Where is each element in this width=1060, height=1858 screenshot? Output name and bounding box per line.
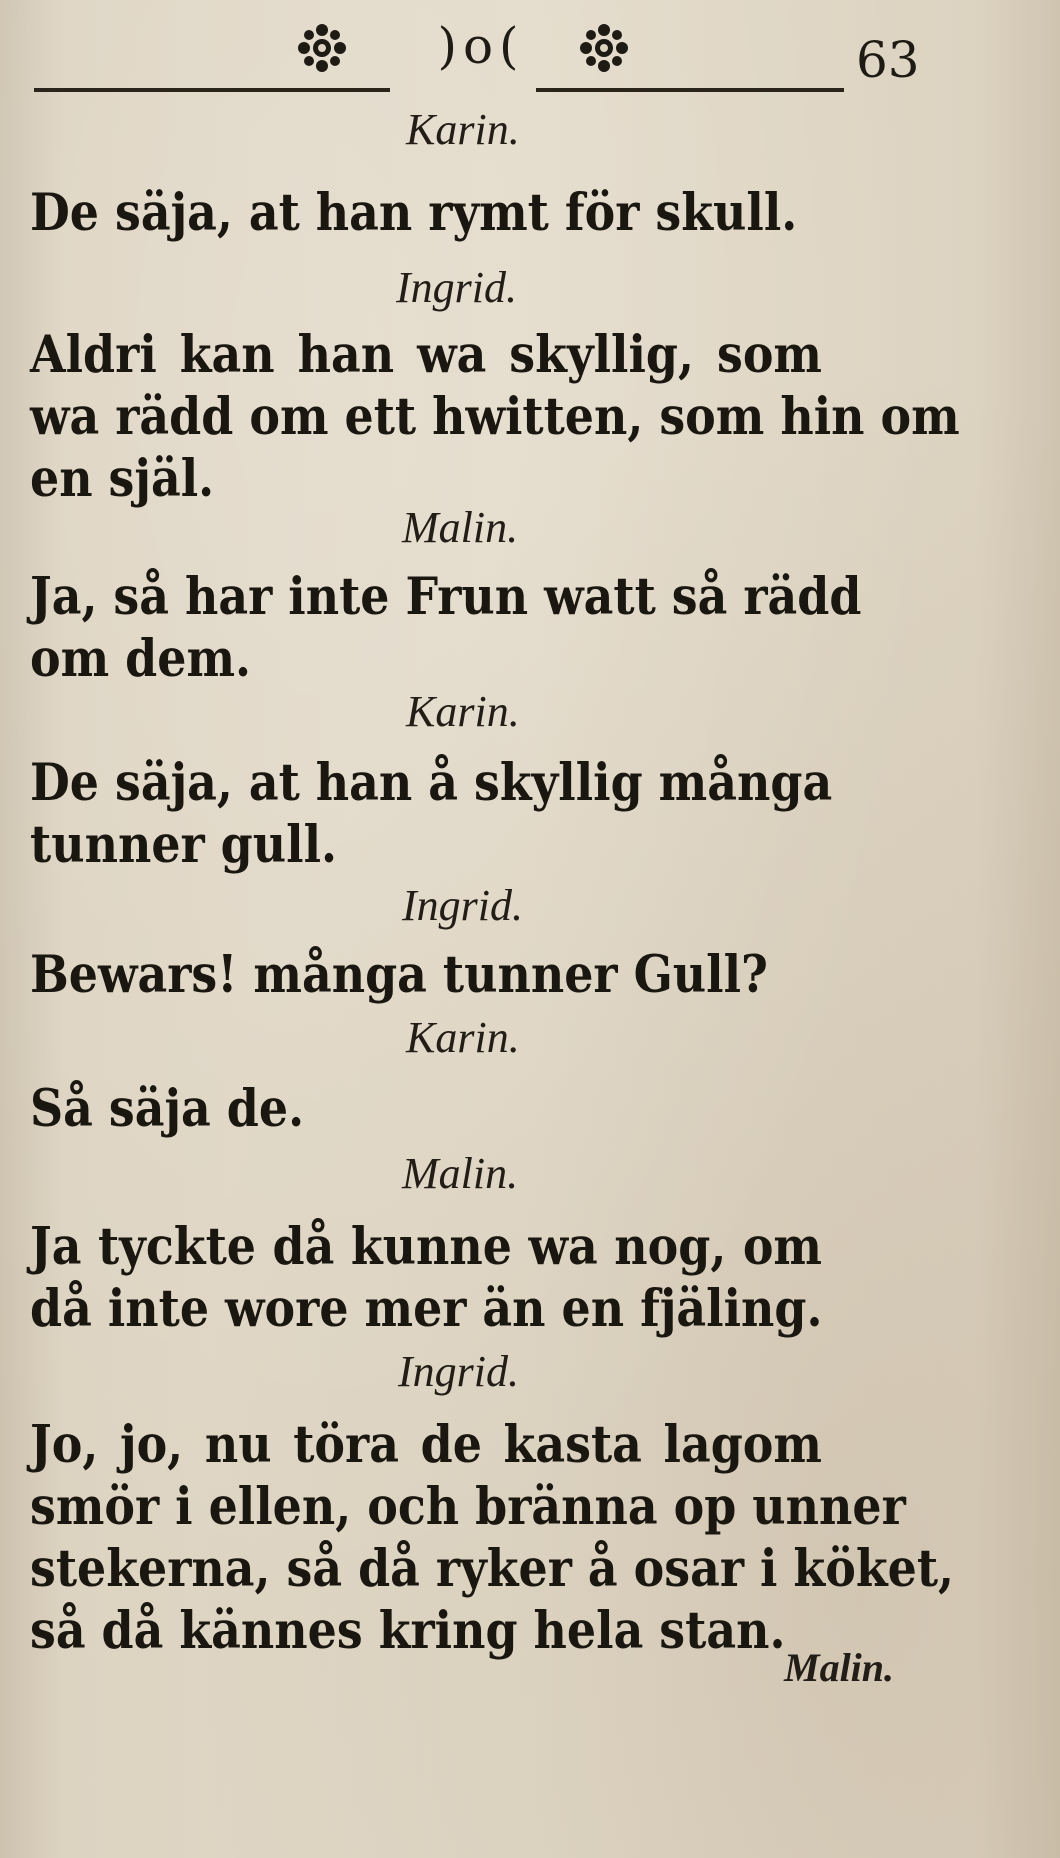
page-header <box>0 0 1060 100</box>
speaker-name: Ingrid. <box>396 263 517 312</box>
dialogue-line: smör i ellen, och bränna op unner <box>30 1477 906 1537</box>
dialogue-line: en själ. <box>30 449 215 509</box>
speaker-name: Karin. <box>406 1013 520 1062</box>
dialogue-line: då inte wore mer än en fjäling. <box>30 1279 823 1339</box>
dialogue-line: Aldri kan han wa skyllig, som <box>30 325 822 385</box>
dialogue-line: Jo, jo, nu töra de kasta lagom <box>30 1415 822 1475</box>
header-ornament-text: )o( <box>437 17 525 75</box>
dialogue-line: De säja, at han å skyllig många <box>30 753 833 813</box>
dialogue-line: stekerna, så då ryker å osar i köket, <box>30 1539 955 1599</box>
page-number: 63 <box>856 31 920 89</box>
speaker-name: Karin. <box>406 105 520 154</box>
dialogue-line: wa rädd om ett hwitten, som hin om <box>30 387 960 447</box>
header-rule-right <box>536 88 844 92</box>
speaker-name: Ingrid. <box>398 1347 519 1396</box>
speaker-name: Karin. <box>406 687 520 736</box>
flower-ornament-icon <box>578 22 630 74</box>
dialogue-line: tunner gull. <box>30 815 338 875</box>
speaker-name: Ingrid. <box>402 881 523 930</box>
dialogue-line: Bewars! många tunner Gull? <box>30 945 768 1005</box>
speaker-name: Malin. <box>402 1149 519 1198</box>
flower-ornament-icon <box>296 22 348 74</box>
dialogue-line: De säja, at han rymt för skull. <box>30 183 798 243</box>
header-rule-left <box>34 88 390 92</box>
dialogue-line: om dem. <box>30 629 252 689</box>
dialogue-line: Ja, så har inte Frun watt så rädd <box>30 567 862 627</box>
dialogue-line: Ja tyckte då kunne wa nog, om <box>30 1217 822 1277</box>
catchword: Malin. <box>784 1645 895 1690</box>
dialogue-line: Så säja de. <box>30 1079 305 1139</box>
speaker-name: Malin. <box>402 503 519 552</box>
dialogue-line: så då kännes kring hela stan. <box>30 1601 786 1661</box>
